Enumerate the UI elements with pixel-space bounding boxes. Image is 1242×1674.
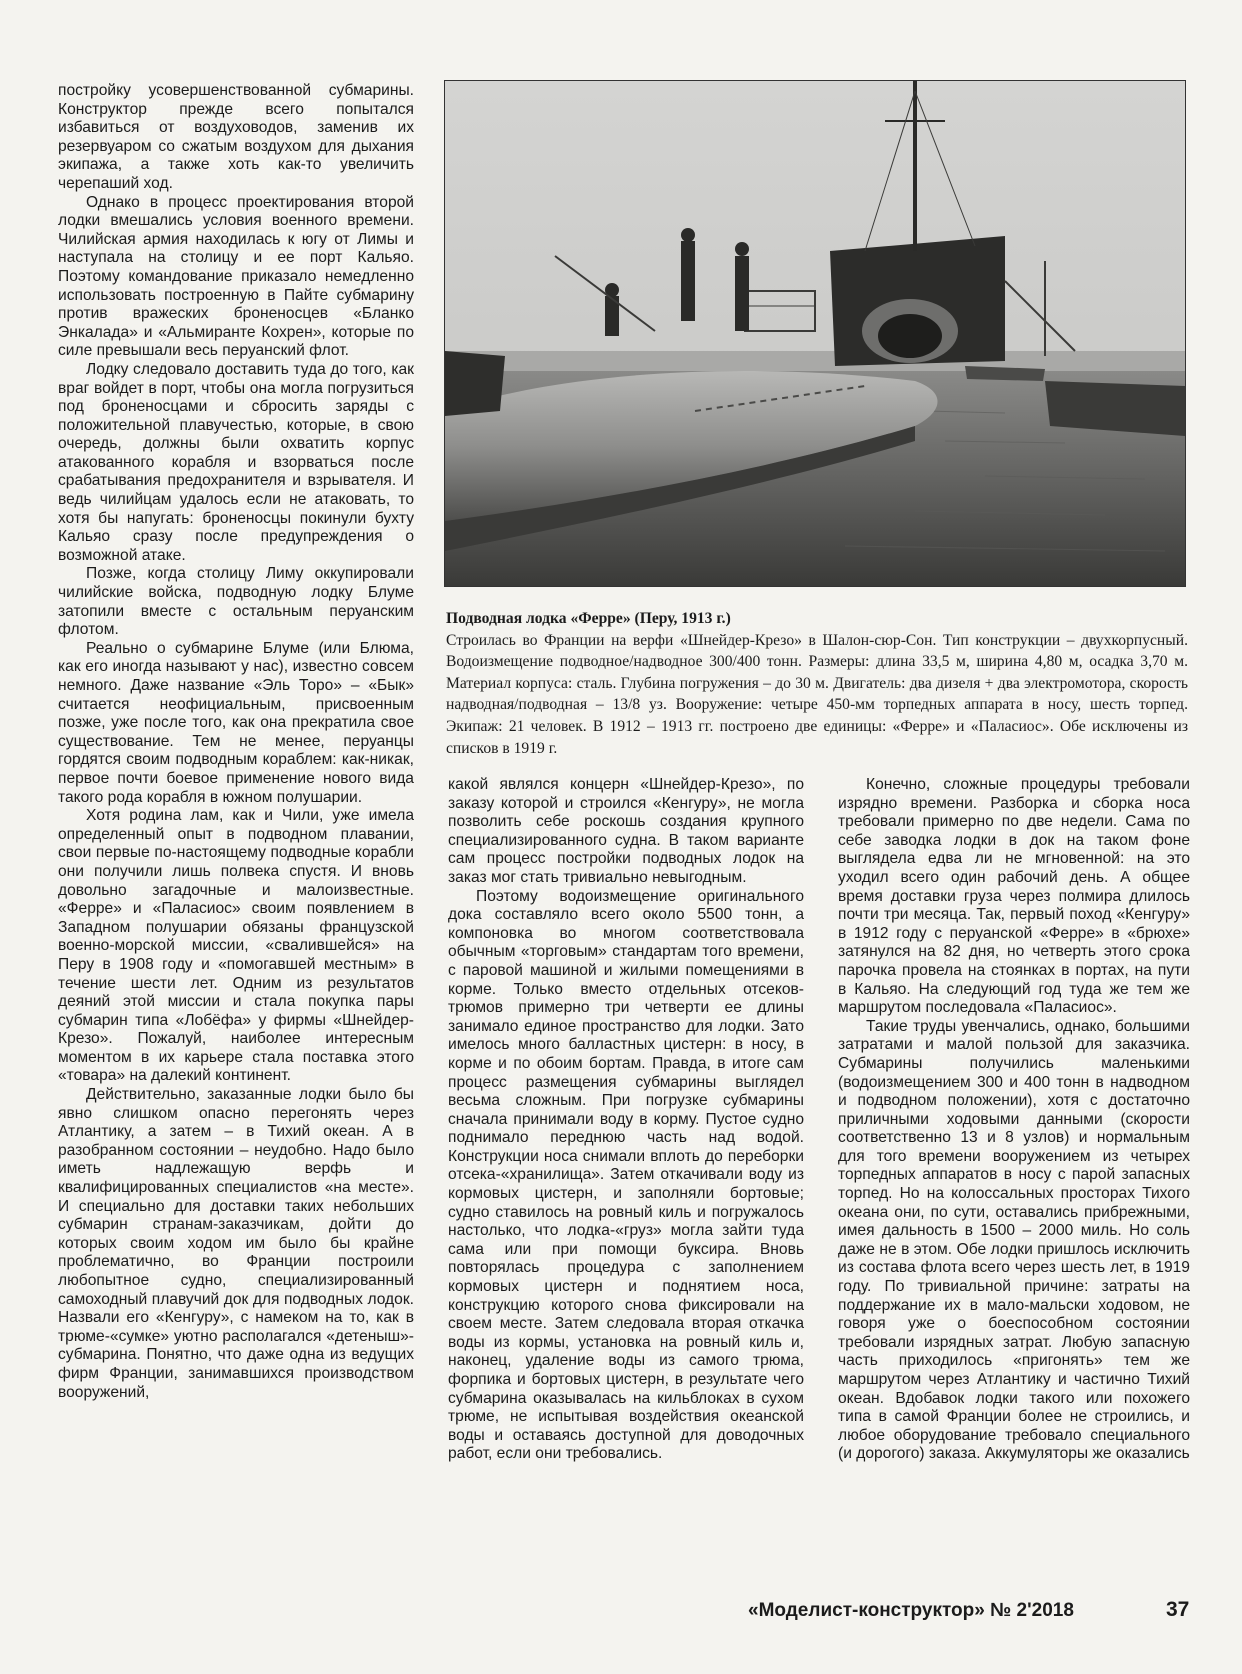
- magazine-footer: «Моделист-конструктор» № 2'2018: [748, 1600, 1074, 1621]
- paragraph: Действительно, заказанные лодки было бы явно слишком опасно перегонять через Атлантику, а затем – в Тихий океан. А в разобранном состоянии – неудобно. Надо было иметь надлежащую верфь и квалифицированных специалистов «на месте». И специально для доставки таких небольших субмарин странам-заказчикам, дойти до которых своим ходом им было бы крайне проблематично, во Франции построили любопытное судно, специализированный самоходный плавучий док для подводных лодок. Назвали его «Кенгуру», с намеком на то, как в трюме-«сумке» уютно располагался «детеныш»-субмарина. Понятно, что даже одна из ведущих фирм Франции, занимавшихся производством вооружений,: [58, 1086, 414, 1401]
- submarine-photo: [444, 80, 1186, 587]
- paragraph: Реально о субмарине Блуме (или Блюма, как его иногда называют у нас), известно совсем немного. Даже название «Эль Торо» – «Бык» считается неофициальным, присвоенным позже, уже после того, как она прекратила свое существование. Тем не менее, перуанцы гордятся своим подводным кораблем: как-никак, первое почти боевое применение нового вида такого рода корабля в южном полушарии.: [58, 639, 414, 806]
- paragraph: Конечно, сложные процедуры требовали изрядно времени. Разборка и сборка носа требовали примерно по две недели. Сама по себе заводка лодки в док на таком фоне выглядела едва ли не мгновенной: на это уходил всего один рабочий день. А общее время доставки груза через полмира длилось почти три месяца. Так, первый поход «Кенгуру» в 1912 году с перуанской «Ферре» в «брюхе» затянулся на 82 дня, но четверть этого срока парочка провела на стоянках в портах, на пути в Кальяо. На следующий год туда же тем же маршрутом последовала «Паласиос».: [838, 776, 1190, 1017]
- page-number: 37: [1166, 1598, 1190, 1621]
- photo-caption: [446, 608, 1188, 759]
- paragraph: постройку усовершенствованной субмарины. Конструктор прежде всего попытался избавиться от воздуховодов, заменив их резервуаром со сжатым воздухом для дыхания экипажа, а также хоть как-то увеличить черепаший ход.: [58, 82, 414, 192]
- text-column-right: [838, 776, 1190, 1646]
- paragraph: Лодку следовало доставить туда до того, как враг войдет в порт, чтобы она могла погрузиться под броненосцами и сбросить заряды с положительной плавучестью, которые, в свою очередь, должны были охватить корпус атакованного корабля и взорваться после срабатывания предохранителя и взрывателя. И ведь чилийцам удалось если не атаковать, то хотя бы напугать: броненосцы покинули бухту Кальяо сразу после предупреждения о возможной атаке.: [58, 360, 414, 564]
- paragraph: Однако в процесс проектирования второй лодки вмешались условия военного времени. Чилийская армия находилась к югу от Лимы и наступала на столицу и ее порт Кальяо. Поэтому командование приказало немедленно использовать построенную в Пайте субмарину против вражеских броненосцев «Бланко Энкалада» и «Альмиранте Кохрен», которые по силе превышали весь перуанский флот.: [58, 193, 414, 360]
- paragraph: Такие труды увенчались, однако, большими затратами и малой пользой для заказчика. Субмарины получились маленькими (водоизмещением 300 и 400 тонн в надводном и подводном положении), хотя с достаточно приличными ходовыми данными (скорости соответственно 13 и 8 узлов) и нормальным для того времени вооружением из четырех торпедных аппаратов в носу с парой запасных торпед. Но на колоссальных просторах Тихого океана они, по сути, оставались прибрежными, имея дальность в 1500 – 2000 миль. Но соль даже не в этом. Обе лодки пришлось исключить из состава флота всего через шесть лет, в 1919 году. По тривиальной причине: затраты на поддержание их в мало-мальски ходовом, не говоря уже о боеспособном состоянии требовали изрядных затрат. Любую запасную часть приходилось «пригонять» тем же маршрутом через Атлантику и частично Тихий океан. Вдобавок лодки такого или похожего типа в самой Франции более не строились, и любое оборудование требовало специального (и дорогого) заказа. Аккумуляторы же оказались: [838, 1017, 1190, 1463]
- paragraph: Хотя родина лам, как и Чили, уже имела определенный опыт в подводном плавании, свои первые по-настоящему подводные корабли они получили лишь полвека спустя. И вновь довольно загадочные и малоизвестные. «Ферре» и «Паласиос» своим появлением в Западном полушарии обязаны французской военно-морской миссии, «свалившейся» на Перу в 1908 году и «помогавшей местным» в течение шести лет. Одним из результатов деяний этой миссии и стала покупка пары субмарин типа «Лобёфа» у фирмы «Шнейдер-Крезо». Пожалуй, наиболее интересным моментом в их карьере стала поставка этого «товара» на далекий континент.: [58, 807, 414, 1085]
- text-column-left: [58, 82, 414, 1637]
- text-column-middle: [448, 776, 804, 1646]
- caption-title: Подводная лодка «Ферре» (Перу, 1913 г.): [446, 610, 731, 627]
- caption-text: Строилась во Франции на верфи «Шнейдер-Крезо» в Шалон-сюр-Сон. Тип конструкции – двухкорпусный. Водоизмещение подводное/надводное 300/400 тонн. Размеры: длина 33,5 м, ширина 4,80 м, осадка 3,70 м. Материал корпуса: сталь. Глубина погружения – до 30 м. Двигатель: два дизеля + два электромотора, скорость надводная/подводная – 13/8 уз. Вооружение: четыре 450-мм торпедных аппарата в носу, шесть торпед. Экипаж: 21 человек. В 1912 – 1913 гг. построено две единицы: «Ферре» и «Паласиос». Обе исключены из списков в 1919 г.: [446, 631, 1188, 757]
- submarine-dock-illustration: [445, 81, 1185, 586]
- paragraph: какой являлся концерн «Шнейдер-Крезо», по заказу которой и строился «Кенгуру», не могла позволить себе роскошь создания крупного специализированного судна. В таком варианте сам процесс постройки подводных лодок на заказ мог стать тривиально невыгодным.: [448, 776, 804, 886]
- paragraph: Позже, когда столицу Лиму оккупировали чилийские войска, подводную лодку Блуме затопили вместе с остальным перуанским флотом.: [58, 565, 414, 639]
- paragraph: Поэтому водоизмещение оригинального дока составляло всего около 5500 тонн, а компоновка во многом соответствовала обычным «торговым» стандартам того времени, с паровой машиной и жилыми помещениями в корме. Только вместо отдельных отсеков-трюмов примерно три четверти ее длины занимало единое пространство для лодки. Зато имелось много балластных цистерн: в носу, в корме и по обоим бортам. Правда, в итоге сам процесс размещения субмарины выглядел весьма сложным. При погрузке субмарины сначала принимали воду в корму. Пустое судно поднимало переднюю часть над водой. Конструкции носа снимали вплоть до переборки отсека-«хранилища». Затем откачивали воду из кормовых цистерн, и заполняли бортовые; судно ставилось на ровный киль и погружалось настолько, что лодка-«груз» могла зайти туда сама или при помощи буксира. Вновь повторялась процедура с заполнением кормовых цистерн и поднятием носа, конструкцию которого снова фиксировали на своем месте. Затем следовала вторая откачка воды из кормы, установка на ровный киль и, наконец, удаление воды из самого трюма, форпика и бортовых цистерн, в результате чего субмарина оказывалась на кильблоках в сухом трюме, не испытывая воздействия океанской воды и оставаясь доступной для доводочных работ, если они требовались.: [448, 887, 804, 1463]
